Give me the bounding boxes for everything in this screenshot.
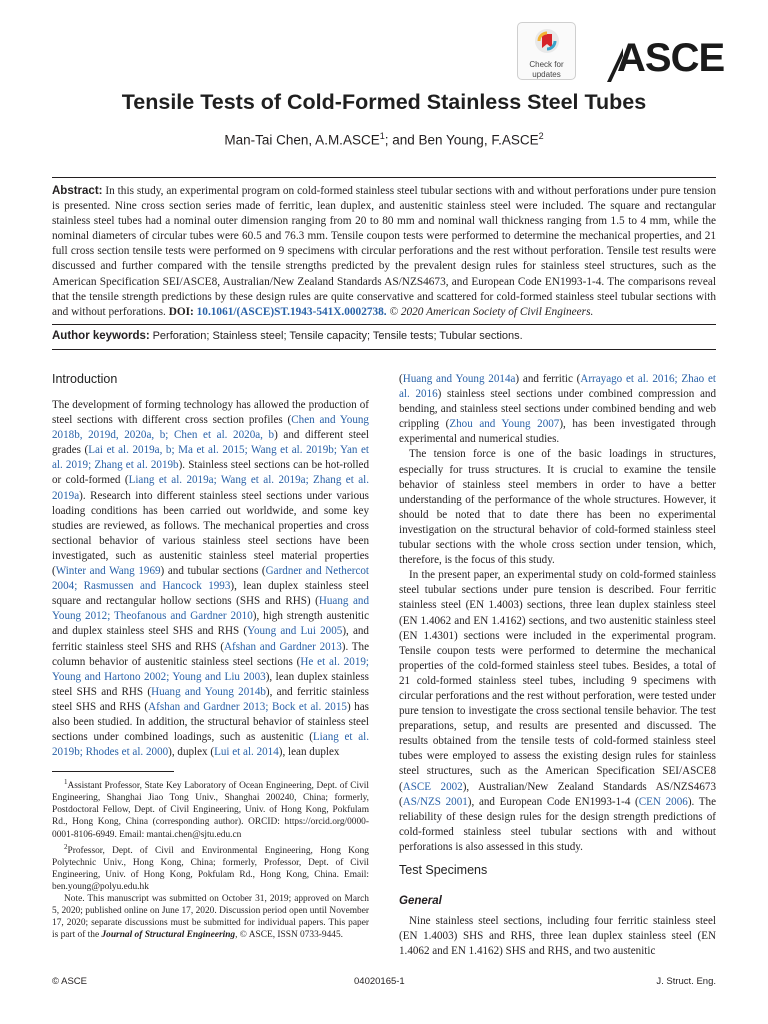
author-separator: ; and Ben Young, F.ASCE [384,132,539,148]
text-span: ), and ferritic stainless steel SHS and RHS ( [52,685,370,713]
text-span: ) and ferritic ( [515,373,581,385]
badge-line-2: updates [532,70,561,79]
text-span: ), lean duplex stainless steel SHS and RHS ( [52,670,369,698]
keywords-bottom-rule [52,349,716,350]
intro-column [52,398,369,760]
keywords-label: Author keywords: [52,330,150,342]
text-span: ), duplex ( [168,746,215,759]
footnote-2-text: Professor, Dept. of Civil and Environmental Engineering, Hong Kong Polytechnic Univ., Hong Kong, China; formerly, Professor, Dept. of Civil Engineering, Univ. of Hong Kong, Pokfulam Rd., Hong Kong, China. Email: ben.young@polyu.edu.hk [52,845,369,892]
text-span: ( [399,373,403,385]
citation-link[interactable]: Afshan and Gardner 2013 [224,640,342,653]
note-issn: , © ASCE, ISSN 0733-9445. [235,930,344,941]
author-2-affil: 2 [538,131,544,141]
text-span: ), and European Code EN1993-1-4 ( [467,795,639,808]
citation-link[interactable]: He et al. 2019; Young and Hartono 2002; Young and Liu 2003 [52,655,369,683]
footnote-1-text: Assistant Professor, State Key Laboratory of Ocean Engineering, Dept. of Civil Engineering, Shanghai Jiao Tong Univ., Shanghai 200240, China; formerly, Postdoctoral Fellow, Dept. of Civil Engineering, Univ. of Hong Kong, Pokfulam Rd., Hong Kong, China (corresponding author). ORCID: https://orcid.org/0000-0001-8106-6949. Email: mantai.chen@sjtu.edu.cn [52,781,369,840]
citation-link[interactable]: Huang and Young 2012; Theofanous and Gardner 2010 [52,595,370,623]
text-span: ) stainless steel sections under combined compression and bending, and stainless steel sections under combined bending and web crippling ( [399,388,716,431]
text-span: ), and ferritic stainless steel SHS and RHS ( [52,625,369,653]
citation-link[interactable]: Young and Lui 2005 [247,625,343,638]
submission-note [52,893,369,941]
text-span: ) and different steel grades ( [52,429,369,457]
text-span: The development of forming technology has allowed the production of steel sections with different cross section profiles ( [52,399,369,427]
abstract-copyright: © 2020 American Society of Civil Engineers. [389,305,594,318]
text-span: ), Australian/New Zealand Standards AS/NZS4673 ( [399,780,716,808]
citation-link[interactable]: Gardner and Nethercot 2004; Rasmussen and Hancock 1993 [52,565,369,593]
text-span: ). Research into different stainless steel sections under various loading conditions has been carried out worldwide, and some key studies are reviewed, as follows. The mechanical properties and cross sectional behavior of various stainless steel sections have been investigated, such as austenitic stainless steel material properties ( [52,489,369,578]
page-footer [52,976,716,992]
right-paragraph-3 [399,568,716,855]
journal-name: Journal of Structural Engineering [101,930,236,941]
citation-link[interactable]: Lai et al. 2019a, b; Ma et al. 2015; Wang et al. 2019b; Yan et al. 2019; Zhang et al. 2019b [52,444,369,472]
right-paragraph-2: The tension force is one of the basic loadings in structures, especially for truss structures. It is crucial to examine the tensile behavior of stainless steel members in order to have a better understanding of the performance of the whole structures. However, it should be noted that to date there has been no experimental investigation on the structural behavior of cold-formed stainless steel tubular sections with the whole cross section under tension, which, therefore, is the focus of this study. [399,448,716,567]
general-column [399,914,716,959]
author-1: Man-Tai Chen, A.M.ASCE [224,132,380,148]
doi-link[interactable]: 10.1061/(ASCE)ST.1943-541X.0002738. [196,305,387,318]
badge-line-1: Check for [529,60,564,69]
citation-link[interactable]: Huang and Young 2014a [402,373,516,385]
citation-link[interactable]: Winter and Wang 1969 [55,565,161,578]
abstract-body: In this study, an experimental program on cold-formed stainless steel tubular sections with and without perforations under pure tension is presented. Nine cross section series made of ferritic, lean duplex, and austenitic stainless steel were included. The square and rectangular stainless steel tubes had a nominal outer dimension ranging from 20 to 80 mm and nominal wall thickness ranging from 1.5 to 4 mm, while the nominal diameters of circular tubes were 60.5 and 76.3 mm. Tensile coupon tests were performed to determine the mechanical properties, and 21 full cross section tensile tests were performed on 9 specimens with circular perforations and the rest without perforation. Tensile test results were discussed and further compared with the tensile strengths predicted by the prevalent design rules for stainless steel structures, such as the American Specification SEI/ASCE8, Australian/New Zealand Standards AS/NZS4673, and European Code EN1993-1-4. The comparisons reveal that the tensile strength predictions by these design rules are quite conservative and scattered for cold-formed stainless steel tubular sections with and without perforations. [52,185,716,318]
section-heading-test-specimens: Test Specimens [399,863,488,877]
footer-article-number: 04020165-1 [354,976,405,987]
citation-link[interactable]: Huang and Young 2014b [151,685,266,698]
text-span: ), lean duplex [278,746,340,759]
asce-logo [605,36,725,84]
doi-label: DOI: [168,305,194,318]
text-span: ), has been investigated through experimental and numerical studies. [399,418,716,446]
general-paragraph: Nine stainless steel sections, including four ferritic stainless steel (EN 1.4003) SHS and RHS, three lean duplex stainless steel (EN 1.4062 and EN 1.4162) SHS and RHS, and two austenitic [399,915,716,958]
footer-journal: J. Struct. Eng. [656,976,716,987]
citation-link[interactable]: Liang et al. 2019a; Wang et al. 2019a; Zhang et al. 2019a [52,474,369,502]
citation-link[interactable]: Lui et al. 2014 [214,746,279,759]
author-line [0,131,768,148]
footer-copyright: © ASCE [52,976,87,987]
citation-link[interactable]: Arrayago et al. 2016; Zhao et al. 2016 [399,373,716,401]
text-span: ). Stainless steel sections can be hot-rolled or cold-formed ( [52,459,369,487]
footnotes [52,776,369,941]
footnote-2-marker: 2 [64,842,68,851]
keywords-text: Perforation; Stainless steel; Tensile capacity; Tensile tests; Tubular sections. [152,330,523,342]
author-keywords [52,330,716,342]
footnote-1 [52,776,369,841]
citation-link[interactable]: Chen and Young 2018b, 2019d, 2020a, b; Chen et al. 2020a, b [52,414,369,442]
check-for-updates-badge[interactable] [517,22,576,80]
text-span: ). The reliability of these design rules for the design strength predictions of cold-formed stainless steel tubular sections with and without perforations is also assessed in this study. [399,795,717,853]
text-span: ) and tubular sections ( [160,565,266,578]
text-span: ), high strength austenitic and duplex stainless steel SHS and RHS ( [52,610,369,638]
citation-link[interactable]: Zhou and Young 2007 [449,418,560,431]
bookmark-icon [534,28,560,54]
text-span: In the present paper, an experimental study on cold-formed stainless steel tubular sections under pure tension is described. Four ferritic stainless steel (EN 1.4003) sections, three lean duplex stainless steel (EN 1.4062 and EN 1.4162) sections, and two austenitic stainless steel (EN 1.4301) sections were included in the experimental program. Tensile coupon tests were performed to determine the mechanical properties of the cold-formed stainless steel tubes. Besides, a total of 21 cold-formed stainless steel tubes, including 9 specimens with circular perforations and the rest without perforation, were tested under pure tension to investigate the cross sectional tensile behavior. The test preparations, setup, and results are presented and discussed. The results obtained from the tensile tests of cold-formed stainless steel tubes were employed to assess the existing design rules for stainless steel structures, such as the American Specification SEI/ASCE8 ( [399,569,716,793]
text-span: ) has also been studied. In addition, the structural behavior of stainless steel sections under combined loadings, such as austenitic ( [52,700,369,744]
intro-paragraph [52,398,369,760]
text-span: ), lean duplex stainless steel square and rectangular hollow sections (SHS and RHS) ( [52,580,370,608]
citation-link[interactable]: AS/NZS 2001 [402,795,468,808]
abstract-label: Abstract: [52,185,103,197]
footnote-2 [52,841,369,894]
footnote-rule [52,771,174,772]
citation-link[interactable]: CEN 2006 [638,795,688,808]
right-column [399,372,716,855]
note-text: Note. This manuscript was submitted on October 31, 2019; approved on March 5, 2020; published online on June 17, 2020. Discussion period open until November 17, 2020; separate discussions must be submitted for individual papers. This paper is part of the [52,894,369,941]
abstract [52,184,716,320]
asce-logo-text: ASCE [617,36,725,80]
section-heading-introduction: Introduction [52,372,118,386]
abstract-top-rule [52,177,716,178]
citation-link[interactable]: Liang et al. 2019b; Rhodes et al. 2000 [52,731,369,759]
author-1-affil: 1 [379,131,385,141]
subsection-heading-general: General [399,895,442,907]
right-paragraph-1 [399,372,716,447]
footnote-1-marker: 1 [64,778,68,786]
citation-link[interactable]: ASCE 2002 [402,780,463,793]
keywords-top-rule [52,324,716,325]
text-span: ). The column behavior of austenitic stainless steel sections ( [52,640,369,668]
paper-title: Tensile Tests of Cold-Formed Stainless Steel Tubes [121,90,647,114]
citation-link[interactable]: Afshan and Gardner 2013; Bock et al. 2015 [148,700,347,713]
